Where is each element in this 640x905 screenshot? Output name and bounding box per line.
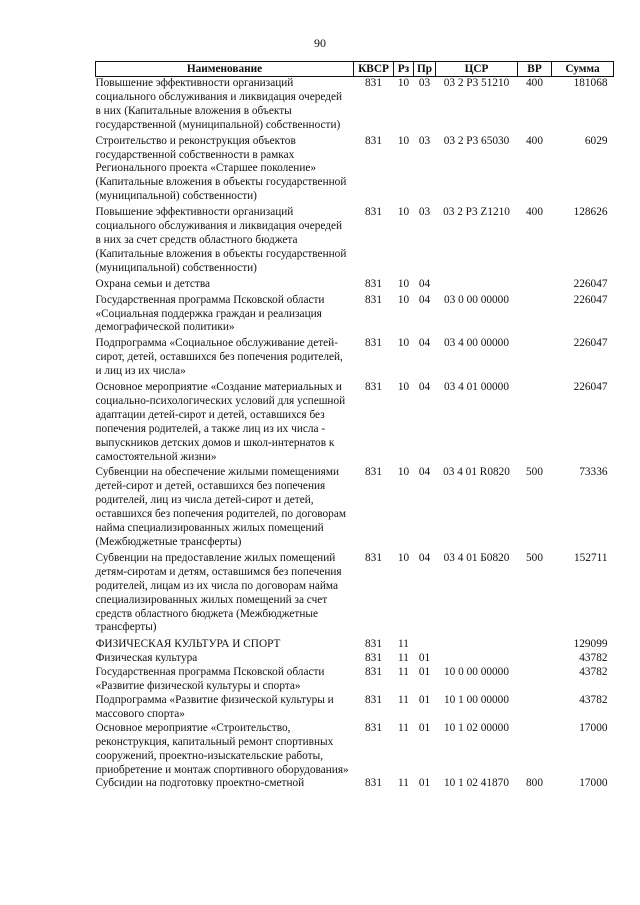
row-sum: 43782	[579, 693, 608, 706]
row-pr: 04	[418, 466, 431, 479]
row-rz: 11	[398, 666, 409, 679]
row-rz: 11	[398, 777, 409, 790]
table-row	[96, 77, 614, 133]
column-header: КВСР	[354, 62, 394, 77]
row-csr: 10 0 00 00000	[444, 666, 509, 679]
row-vr	[518, 335, 552, 379]
table-row	[96, 292, 614, 336]
row-name: ФИЗИЧЕСКАЯ КУЛЬТУРА И СПОРТ	[95, 638, 281, 651]
row-rz: 11	[398, 721, 409, 734]
row-name: Строительство и реконструкция объектов государственной собственности в рамках Регионального проекта «Старшее поколение» (Капитальные вложения в объекты государственной (муниципальной) собственности)	[95, 134, 347, 203]
row-vr	[518, 652, 552, 666]
row-name: Субсидии на подготовку проектно-сметной	[95, 777, 305, 790]
row-kvsr: 831	[365, 293, 382, 306]
table-row	[96, 694, 614, 722]
row-sum: 152711	[574, 551, 608, 564]
row-csr: 03 4 00 00000	[444, 337, 509, 350]
row-kvsr: 831	[365, 77, 382, 89]
row-pr	[414, 635, 436, 652]
row-sum: 226047	[573, 277, 608, 290]
column-header: Пр	[414, 62, 436, 77]
row-name: Государственная программа Псковской области «Социальная поддержка граждан и реализация демографической политики»	[95, 293, 325, 334]
row-rz: 10	[397, 77, 410, 89]
row-pr: 04	[418, 277, 431, 290]
row-sum: 73336	[579, 466, 608, 479]
row-vr	[518, 635, 552, 652]
row-rz: 11	[398, 638, 409, 651]
row-rz: 10	[397, 277, 410, 290]
table-row	[96, 777, 614, 791]
row-pr: 03	[418, 206, 431, 219]
table-row	[96, 335, 614, 379]
row-pr: 04	[418, 293, 431, 306]
row-sum: 129099	[573, 638, 608, 651]
table-row	[96, 550, 614, 635]
row-sum: 226047	[573, 293, 608, 306]
row-sum: 17000	[579, 721, 608, 734]
table-row	[96, 666, 614, 694]
row-kvsr: 831	[365, 777, 382, 790]
row-kvsr: 831	[365, 638, 382, 651]
row-kvsr: 831	[365, 381, 382, 394]
row-csr: 03 2 Р3 51210	[443, 77, 510, 89]
table-row	[96, 379, 614, 464]
row-kvsr: 831	[365, 466, 382, 479]
row-csr: 10 1 02 41870	[444, 777, 509, 790]
row-vr	[518, 666, 552, 694]
row-kvsr: 831	[365, 134, 382, 147]
row-csr	[436, 276, 518, 292]
row-pr: 03	[418, 77, 431, 89]
row-name: Государственная программа Псковской области «Развитие физической культуры и спорта»	[95, 666, 325, 693]
row-csr: 10 1 00 00000	[444, 693, 509, 706]
row-csr: 03 2 Р3 Z1210	[443, 206, 510, 219]
column-header: Рз	[394, 62, 414, 77]
row-csr: 03 0 00 00000	[444, 293, 509, 306]
row-vr	[518, 276, 552, 292]
row-vr	[518, 694, 552, 722]
row-csr	[436, 635, 518, 652]
row-kvsr: 831	[365, 551, 382, 564]
column-header: ЦСР	[436, 62, 518, 77]
table-row	[96, 133, 614, 205]
row-rz: 10	[397, 134, 410, 147]
row-pr: 04	[418, 337, 431, 350]
column-header: ВР	[518, 62, 552, 77]
row-vr: 500	[526, 551, 543, 564]
row-sum: 43782	[579, 666, 608, 679]
row-vr	[518, 292, 552, 336]
row-name: Физическая культура	[95, 652, 198, 665]
row-pr: 04	[418, 381, 431, 394]
row-vr	[518, 722, 552, 778]
row-csr: 10 1 02 00000	[444, 721, 509, 734]
row-name: Подпрограмма «Социальное обслуживание детей-сирот, детей, оставшихся без попечения родителей, и лиц из их числа»	[95, 337, 343, 378]
row-pr: 01	[418, 666, 431, 679]
row-rz: 10	[397, 466, 410, 479]
table-row	[96, 464, 614, 549]
budget-table	[95, 61, 614, 791]
table-body	[96, 77, 614, 792]
row-rz: 10	[397, 293, 410, 306]
row-name: Основное мероприятие «Создание материальных и социально-психологических условий для успешной адаптации детей-сирот и детей, оставшихся без попечения родителей, а также лиц из их числа - выпускников детских домов и школ-интернатов к самостоятельной жизни»	[95, 381, 346, 463]
row-pr: 01	[418, 693, 431, 706]
row-name: Субвенции на предоставление жилых помещений детям-сиротам и детям, оставшимся без попечения родителей, лицам из их числа по договорам найма специализированных жилых помещений за счет средств областного бюджета (Межбюджетные трансферты)	[95, 551, 342, 634]
row-sum: 128626	[573, 206, 608, 219]
row-name: Подпрограмма «Развитие физической культуры и массового спорта»	[95, 693, 334, 720]
row-csr: 03 2 Р3 65030	[443, 134, 510, 147]
table-header-row	[96, 62, 614, 77]
row-name: Основное мероприятие «Строительство, реконструкция, капитальный ремонт спортивных сооружений, проектно-изыскательские работы, приобретение и монтаж спортивного оборудования»	[95, 721, 349, 776]
row-vr: 400	[526, 134, 543, 147]
row-rz: 10	[397, 381, 410, 394]
row-name: Повышение эффективности организаций социального обслуживания и ликвидация очередей в них за счет средств областного бюджета (Капитальные вложения в объекты государственной (муниципальной) собственности)	[95, 206, 347, 274]
row-kvsr: 831	[365, 666, 382, 679]
row-vr	[518, 379, 552, 464]
row-kvsr: 831	[365, 206, 382, 219]
row-sum: 226047	[573, 381, 608, 394]
row-rz: 10	[397, 206, 410, 219]
row-rz: 11	[398, 652, 409, 665]
row-pr: 01	[418, 652, 431, 665]
page-number: 90	[314, 36, 326, 50]
table-row	[96, 276, 614, 292]
row-pr: 01	[418, 777, 431, 790]
column-header: Наименование	[96, 62, 354, 77]
table-row	[96, 652, 614, 666]
row-sum: 6029	[584, 134, 608, 147]
table-row	[96, 204, 614, 276]
row-sum: 181068	[573, 77, 608, 89]
row-vr: 800	[526, 777, 543, 790]
row-csr	[436, 652, 518, 666]
table-row	[96, 722, 614, 778]
row-kvsr: 831	[365, 693, 382, 706]
row-vr: 400	[526, 206, 543, 219]
table-row	[96, 635, 614, 652]
row-sum: 43782	[579, 652, 608, 665]
row-name: Повышение эффективности организаций социального обслуживания и ликвидация очередей в них (Капитальные вложения в объекты государственной (муниципальной) собственности)	[95, 77, 343, 131]
row-rz: 10	[397, 551, 410, 564]
column-header: Сумма	[552, 62, 614, 77]
row-rz: 10	[397, 337, 410, 350]
row-name: Субвенции на обеспечение жилыми помещениями детей-сирот и детей, оставшихся без попечения родителей, лиц из числа детей-сирот и детей, оставшихся без попечения родителей, по договорам найма специализированных жилых помещений (Межбюджетные трансферты)	[95, 466, 346, 548]
row-pr: 01	[418, 721, 431, 734]
row-kvsr: 831	[365, 721, 382, 734]
row-csr: 03 4 01 Б0820	[443, 551, 510, 564]
row-vr: 400	[526, 77, 543, 89]
row-csr: 03 4 01 00000	[444, 381, 509, 394]
row-csr: 03 4 01 R0820	[443, 466, 510, 479]
row-name: Охрана семьи и детства	[95, 277, 211, 290]
row-pr: 04	[418, 551, 431, 564]
row-kvsr: 831	[365, 337, 382, 350]
row-pr: 03	[418, 134, 431, 147]
row-sum: 226047	[573, 337, 608, 350]
row-kvsr: 831	[365, 652, 382, 665]
row-rz: 11	[398, 693, 409, 706]
row-kvsr: 831	[365, 277, 382, 290]
row-vr: 500	[526, 466, 543, 479]
row-sum: 17000	[579, 777, 608, 790]
